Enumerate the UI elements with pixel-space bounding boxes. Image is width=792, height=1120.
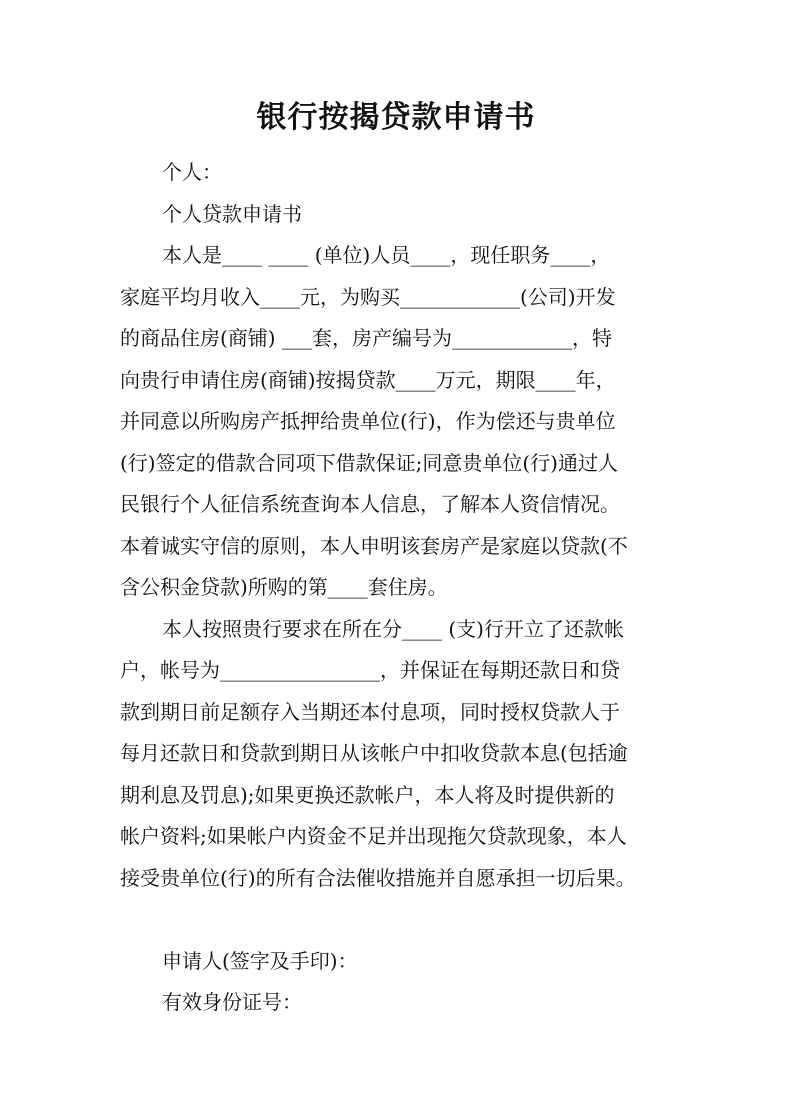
body-line: 向贵行申请住房(商铺)按揭贷款____万元，期限____年， [120, 368, 616, 392]
signature-label: 申请人(签字及手印)： [162, 949, 358, 973]
body-line: 户，帐号为________________，并保证在每期还款日和贷 [120, 658, 620, 682]
body-line: 款到期日前足额存入当期还本付息项，同时授权贷款人于 [120, 700, 620, 724]
body-line: 接受贵单位(行)的所有合法催收措施并自愿承担一切后果。 [120, 866, 636, 890]
body-line: 本人按照贵行要求在所在分____ (支)行开立了还款帐 [162, 617, 624, 641]
page-title: 银行按揭贷款申请书 [256, 100, 536, 135]
body-line: (行)签定的借款合同项下借款保证;同意贵单位(行)通过人 [120, 451, 618, 475]
body-line: 每月还款日和贷款到期日从该帐户中扣收贷款本息(包括逾 [120, 741, 628, 765]
id-number-label: 有效身份证号： [162, 990, 302, 1014]
body-line: 个人： [162, 160, 222, 184]
body-line: 个人贷款申请书 [162, 202, 302, 226]
body-line: 的商品住房(商铺) ___套，房产编号为____________，特 [120, 326, 612, 350]
body-line: 民银行个人征信系统查询本人信息，了解本人资信情况。 [120, 492, 620, 516]
body-line: 本人是____ ____ (单位)人员____，现任职务____， [162, 243, 611, 267]
body-line: 帐户资料;如果帐户内资金不足并出现拖欠贷款现象，本人 [120, 824, 627, 848]
body-line: 期利息及罚息);如果更换还款帐户，本人将及时提供新的 [120, 783, 615, 807]
body-line: 含公积金贷款)所购的第____套住房。 [120, 575, 448, 599]
body-line: 本着诚实守信的原则，本人申明该套房产是家庭以贷款(不 [120, 534, 628, 558]
body-line: 并同意以所购房产抵押给贵单位(行)，作为偿还与贵单位 [120, 409, 616, 433]
body-line: 家庭平均月收入____元，为购买____________(公司)开发 [120, 285, 616, 309]
